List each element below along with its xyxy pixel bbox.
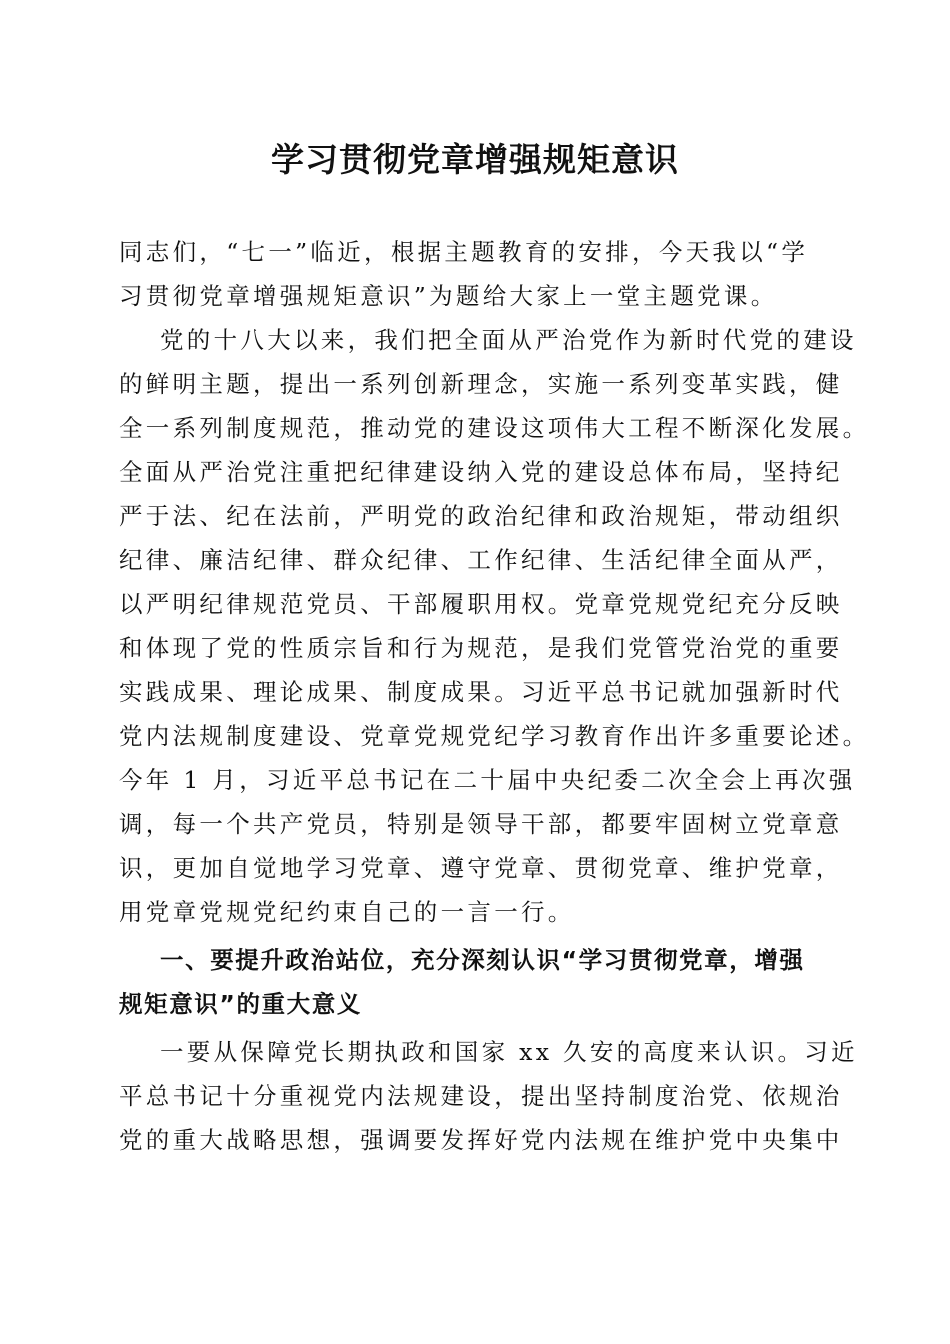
paragraph-line: 纪律、廉洁纪律、群众纪律、工作纪律、生活纪律全面从严， (119, 546, 843, 574)
paragraph-line: 今年 1 月，习近平总书记在二十届中央纪委二次全会上再次强 (119, 766, 856, 794)
paragraph-line: 实践成果、理论成果、制度成果。习近平总书记就加强新时代 (119, 678, 843, 706)
paragraph-line: 党的重大战略思想，强调要发挥好党内法规在维护党中央集中 (119, 1126, 843, 1154)
paragraph-line: 识，更加自觉地学习党章、遵守党章、贯彻党章、维护党章， (119, 854, 843, 882)
paragraph-line: 严于法、纪在法前，严明党的政治纪律和政治规矩，带动组织 (119, 502, 843, 530)
paragraph-line: 党的十八大以来，我们把全面从严治党作为新时代党的建设 (160, 326, 857, 354)
paragraph-line: 全一系列制度规范，推动党的建设这项伟大工程不断深化发展。 (119, 414, 870, 442)
paragraph-line: 以严明纪律规范党员、干部履职用权。党章党规党纪充分反映 (119, 590, 843, 618)
paragraph-line: 的鲜明主题，提出一系列创新理念，实施一系列变革实践，健 (119, 370, 843, 398)
section-heading-line: 一、要提升政治站位，充分深刻认识“学习贯彻党章，增强 (160, 946, 805, 974)
paragraph-line: 调，每一个共产党员，特别是领导干部，都要牢固树立党章意 (119, 810, 843, 838)
paragraph-line: 平总书记十分重视党内法规建设，提出坚持制度治党、依规治 (119, 1082, 843, 1110)
paragraph-line: 党内法规制度建设、党章党规党纪学习教育作出许多重要论述。 (119, 722, 870, 750)
paragraph-line: 同志们，“七一”临近，根据主题教育的安排，今天我以“学 (119, 238, 809, 266)
paragraph-line: 用党章党规党纪约束自己的一言一行。 (119, 898, 575, 926)
paragraph-line: 习贯彻党章增强规矩意识”为题给大家上一堂主题党课。 (119, 282, 778, 310)
section-heading-line: 规矩意识”的重大意义 (119, 990, 362, 1018)
paragraph-line: 一要从保障党长期执政和国家 xx 久安的高度来认识。习近 (160, 1038, 858, 1066)
paragraph-line: 和体现了党的性质宗旨和行为规范，是我们党管党治党的重要 (119, 634, 843, 662)
paragraph-line: 全面从严治党注重把纪律建设纳入党的建设总体布局，坚持纪 (119, 458, 843, 486)
document-title: 学习贯彻党章增强规矩意识 (271, 140, 679, 179)
